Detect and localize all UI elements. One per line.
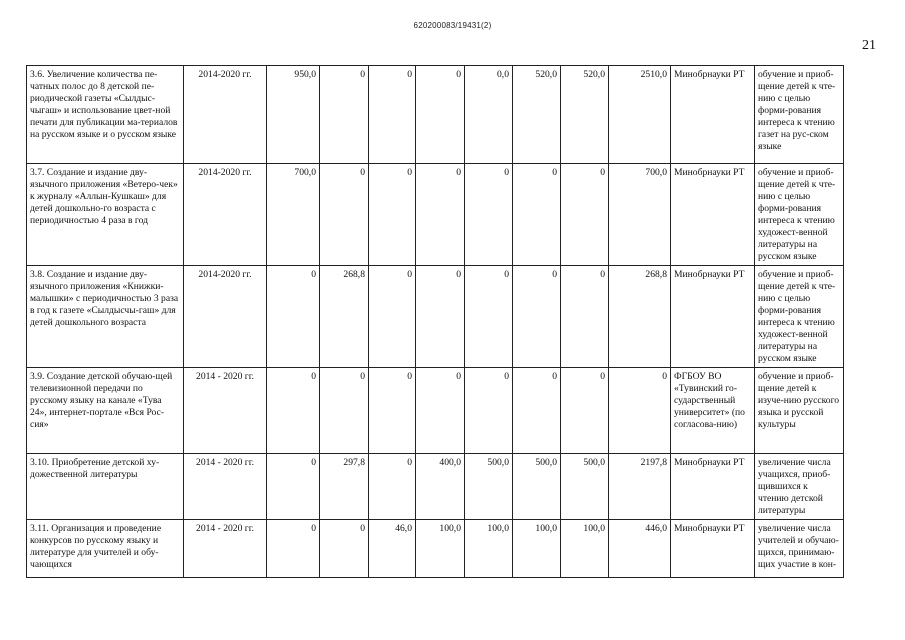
measure-name: 3.8. Создание и издание дву-язычного приложения «Книжки-малышки» с периодичностью 3 раза в год к газете «Сылдысчы-гаш» для детей дошкольного возраста xyxy=(27,266,184,368)
executor: ФГБОУ ВО «Тувинский го-сударственный университет» (по согласова-нию) xyxy=(671,368,755,454)
total-cell: 268,8 xyxy=(609,266,671,368)
value-cell: 0 xyxy=(416,368,465,454)
period: 2014-2020 гг. xyxy=(184,66,267,164)
period: 2014-2020 гг. xyxy=(184,164,267,266)
value-cell: 0 xyxy=(561,164,609,266)
value-cell: 0 xyxy=(369,454,416,520)
value-cell: 0 xyxy=(369,266,416,368)
value-cell: 268,8 xyxy=(320,266,369,368)
total-cell: 446,0 xyxy=(609,520,671,578)
measure-name: 3.9. Создание детской обучаю-щей телевизионной передачи по русскому языку на канале «Тува 24», интернет-портале «Вся Рос-сия» xyxy=(27,368,184,454)
executor: Минобрнауки РТ xyxy=(671,266,755,368)
value-cell: 520,0 xyxy=(513,66,561,164)
expected-result: обучение и приоб-щение детей к изуче-нию русского языка и русской культуры xyxy=(755,368,844,454)
measure-name: 3.11. Организация и проведение конкурсов по русскому языку и литературе для учителей и обу-чающихся xyxy=(27,520,184,578)
table-row xyxy=(27,164,844,266)
value-cell: 100,0 xyxy=(561,520,609,578)
table-row xyxy=(27,66,844,164)
table-row xyxy=(27,266,844,368)
expected-result: обучение и приоб-щение детей к чте-нию с целью форми-рования интереса к чтению художест-венной литературы на русском языке xyxy=(755,266,844,368)
measure-name: 3.10. Приобретение детской ху-дожественной литературы xyxy=(27,454,184,520)
value-cell: 0 xyxy=(513,368,561,454)
value-cell: 0 xyxy=(320,520,369,578)
value-cell: 500,0 xyxy=(465,454,513,520)
period: 2014 - 2020 гг. xyxy=(184,520,267,578)
total-cell: 700,0 xyxy=(609,164,671,266)
period: 2014 - 2020 гг. xyxy=(184,368,267,454)
value-cell: 0 xyxy=(267,368,320,454)
program-table xyxy=(26,65,844,578)
value-cell: 0,0 xyxy=(465,66,513,164)
value-cell: 0 xyxy=(267,266,320,368)
value-cell: 0 xyxy=(513,164,561,266)
value-cell: 520,0 xyxy=(561,66,609,164)
value-cell: 500,0 xyxy=(513,454,561,520)
value-cell: 0 xyxy=(465,368,513,454)
value-cell: 0 xyxy=(513,266,561,368)
value-cell: 100,0 xyxy=(513,520,561,578)
value-cell: 400,0 xyxy=(416,454,465,520)
value-cell: 0 xyxy=(369,164,416,266)
value-cell: 0 xyxy=(561,266,609,368)
value-cell: 0 xyxy=(416,164,465,266)
value-cell: 0 xyxy=(369,368,416,454)
expected-result: увеличение числа учащихся, приоб-щившихся к чтению детской литературы xyxy=(755,454,844,520)
document-id: 620200083/19431(2) xyxy=(413,21,492,30)
value-cell: 500,0 xyxy=(561,454,609,520)
value-cell: 0 xyxy=(465,266,513,368)
value-cell: 46,0 xyxy=(369,520,416,578)
table-row xyxy=(27,520,844,578)
value-cell: 0 xyxy=(320,66,369,164)
table-row xyxy=(27,454,844,520)
value-cell: 0 xyxy=(416,66,465,164)
value-cell: 100,0 xyxy=(416,520,465,578)
expected-result: обучение и приоб-щение детей к чте-нию с целью форми-рования интереса к чтению газет на рус-ском языке xyxy=(755,66,844,164)
executor: Минобрнауки РТ xyxy=(671,164,755,266)
expected-result: обучение и приоб-щение детей к чте-нию с целью форми-рования интереса к чтению художест-венной литературы на русском языке xyxy=(755,164,844,266)
total-cell: 0 xyxy=(609,368,671,454)
value-cell: 297,8 xyxy=(320,454,369,520)
value-cell: 0 xyxy=(416,266,465,368)
executor: Минобрнауки РТ xyxy=(671,66,755,164)
value-cell: 0 xyxy=(369,66,416,164)
value-cell: 100,0 xyxy=(465,520,513,578)
value-cell: 700,0 xyxy=(267,164,320,266)
value-cell: 0 xyxy=(561,368,609,454)
expected-result: увеличение числа учителей и обучаю-щихся, принимаю-щих участие в кон- xyxy=(755,520,844,578)
value-cell: 0 xyxy=(267,454,320,520)
table-row xyxy=(27,368,844,454)
total-cell: 2510,0 xyxy=(609,66,671,164)
measure-name: 3.6. Увеличение количества пе-чатных полос до 8 детской пе-риодической газеты «Сылдыс-чыгаш» и использование цвет-ной печати для публикации ма-териалов на русском языке и о русском языке xyxy=(27,66,184,164)
value-cell: 0 xyxy=(465,164,513,266)
page-number: 21 xyxy=(862,38,876,53)
value-cell: 0 xyxy=(267,520,320,578)
period: 2014-2020 гг. xyxy=(184,266,267,368)
value-cell: 950,0 xyxy=(267,66,320,164)
measure-name: 3.7. Создание и издание дву-язычного приложения «Ветеро-чек» к журналу «Аллын-Кушкаш» для детей дошкольно-го возраста с периодичностью 4 раза в год xyxy=(27,164,184,266)
period: 2014 - 2020 гг. xyxy=(184,454,267,520)
executor: Минобрнауки РТ xyxy=(671,520,755,578)
value-cell: 0 xyxy=(320,368,369,454)
value-cell: 0 xyxy=(320,164,369,266)
total-cell: 2197,8 xyxy=(609,454,671,520)
executor: Минобрнауки РТ xyxy=(671,454,755,520)
